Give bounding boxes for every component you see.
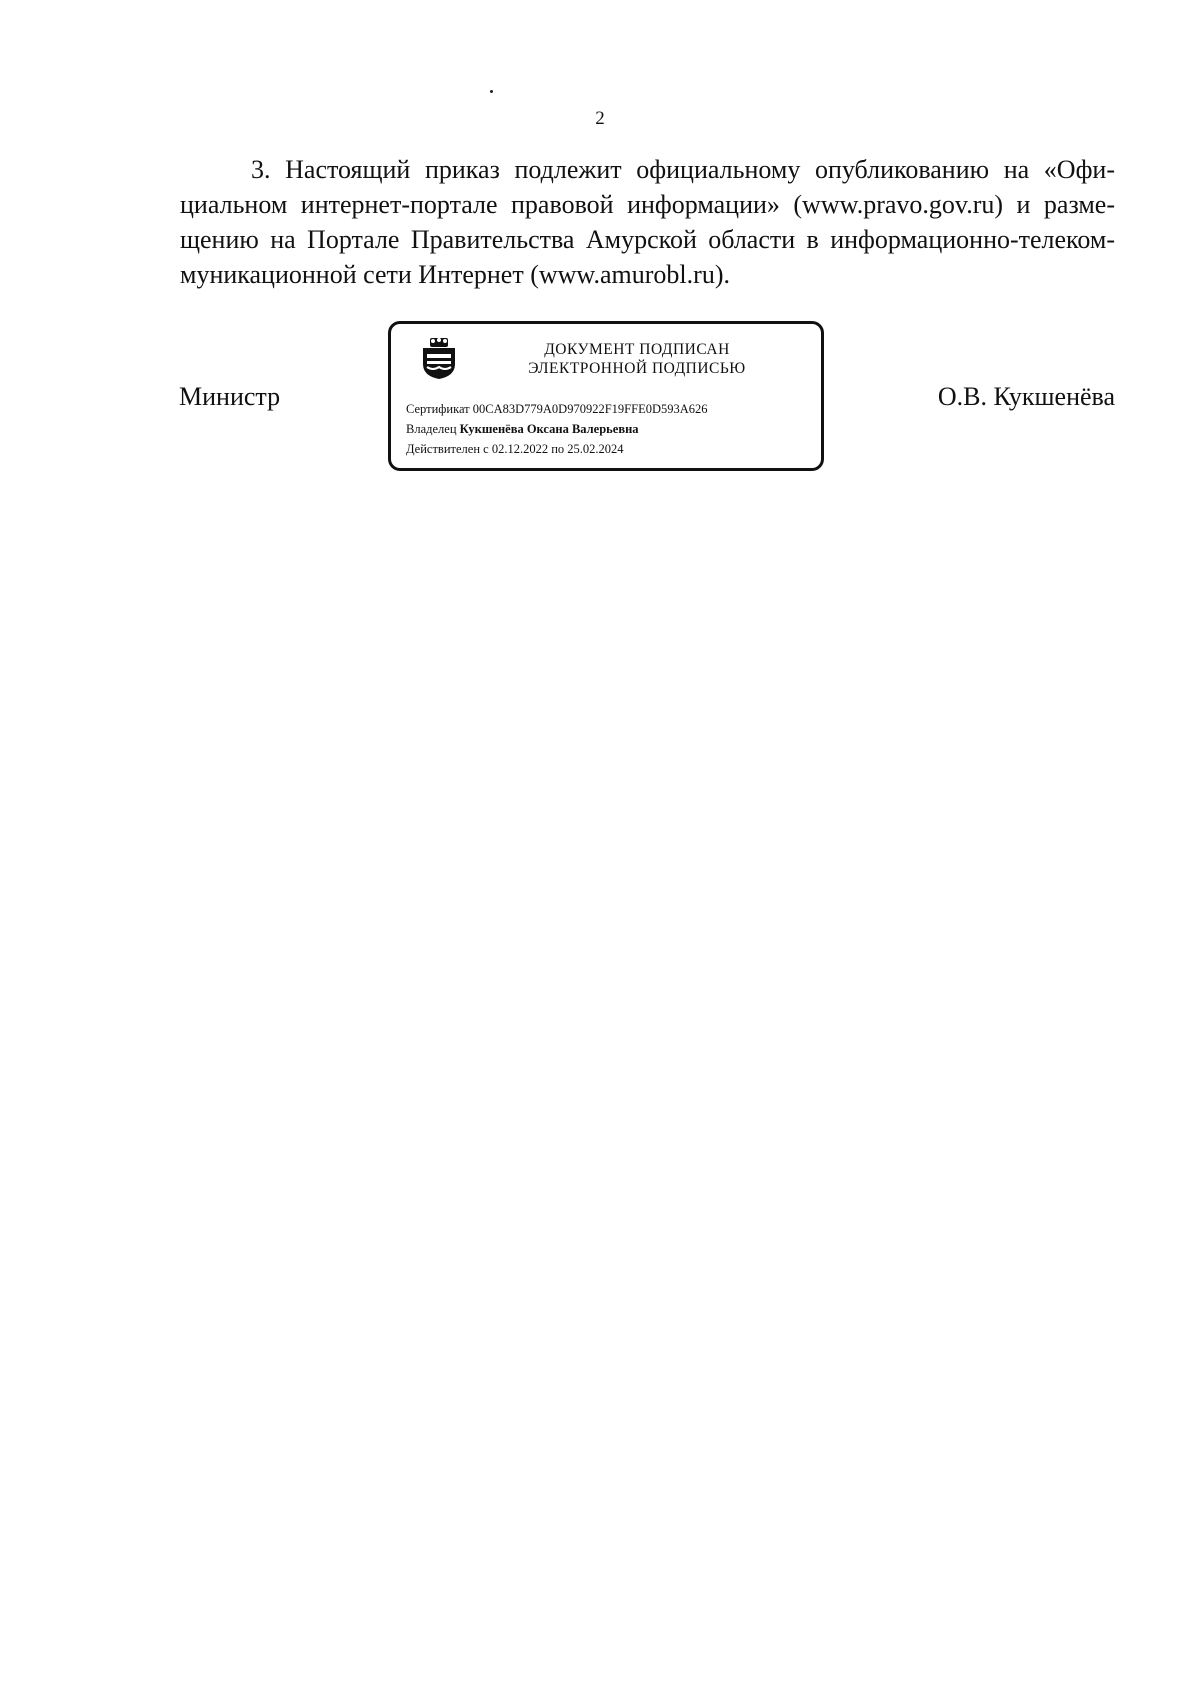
certificate-row <box>406 399 708 419</box>
paragraph-line-2: циальном интернет-портале правовой информации» (www.pravo.gov.ru) и разме- <box>180 190 1115 219</box>
scan-speck <box>490 90 493 93</box>
valid-from: 02.12.2022 <box>491 442 549 456</box>
stamp-details <box>406 399 708 459</box>
valid-to-label: по <box>551 442 565 456</box>
signer-position: Министр <box>179 382 281 411</box>
stamp-title-line-2: ЭЛЕКТРОННОЙ ПОДПИСЬЮ <box>528 360 746 377</box>
paragraph-line-3: щению на Портале Правительства Амурской области в информационно-телеком- <box>180 225 1115 254</box>
paragraph-line-4: муникационной сети Интернет (www.amurobl.ru). <box>180 260 730 289</box>
stamp-title <box>481 340 793 378</box>
paragraph-line-1: 3. Настоящий приказ подлежит официальному опубликованию на «Офи- <box>251 155 1115 184</box>
electronic-signature-stamp <box>388 321 824 471</box>
owner-row <box>406 419 708 439</box>
owner-label: Владелец <box>406 422 457 436</box>
owner-value: Кукшенёва Оксана Валерьевна <box>459 422 639 436</box>
page-number: 2 <box>595 108 605 129</box>
valid-to: 25.02.2024 <box>567 442 624 456</box>
signer-name: О.В. Кукшенёва <box>937 382 1115 411</box>
validity-row <box>406 439 708 459</box>
coat-of-arms-icon <box>419 336 459 380</box>
valid-label: Действителен с <box>406 442 489 456</box>
order-paragraph <box>180 152 1115 292</box>
stamp-title-line-1: ДОКУМЕНТ ПОДПИСАН <box>544 341 730 358</box>
certificate-value: 00CA83D779A0D970922F19FFE0D593A626 <box>472 402 708 416</box>
certificate-label: Сертификат <box>406 402 470 416</box>
